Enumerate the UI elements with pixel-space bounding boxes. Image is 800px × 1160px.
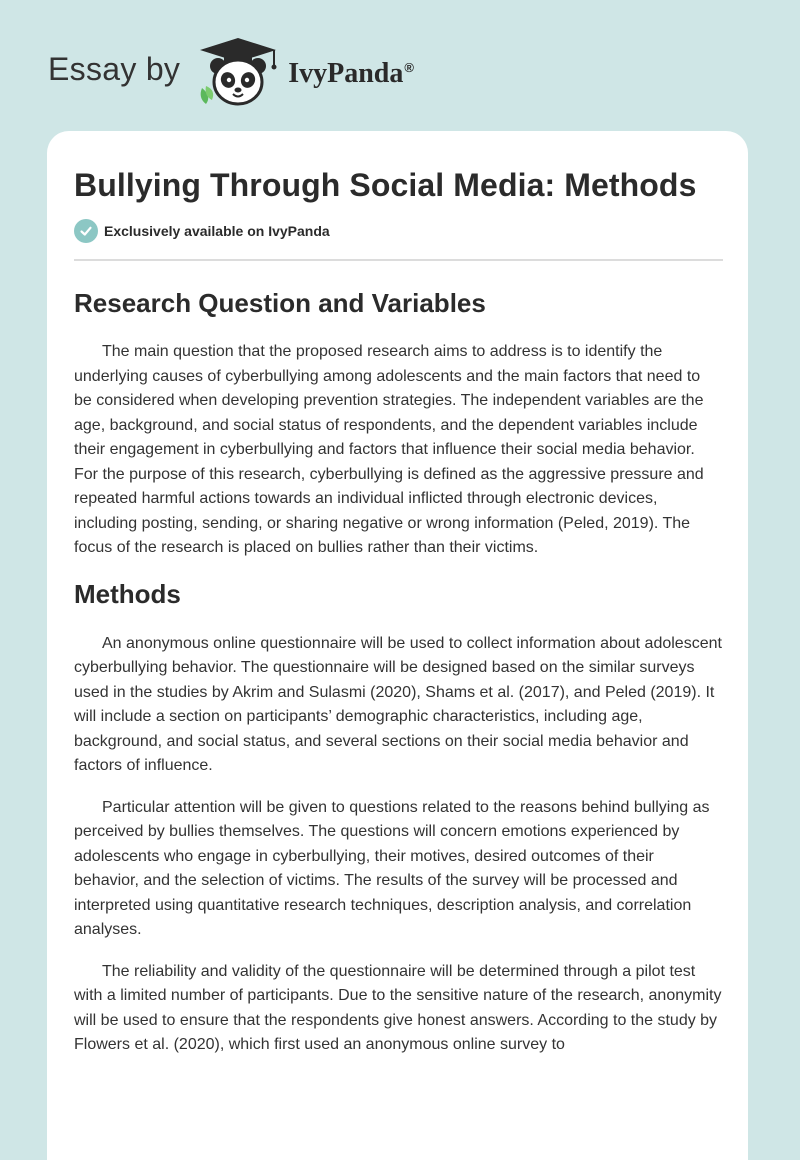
check-circle-icon bbox=[74, 219, 98, 243]
paragraph: Particular attention will be given to questions related to the reasons behind bullying as perceived by bullies themselves. The questions will concern emotions experienced by adolescents who engage in cyberbullying, their motives, desired outcomes of their behavior, and the selection of victims. The results of the survey will be processed and interpreted using quantitative research techniques, description analysis, and correlation analyses. bbox=[74, 798, 710, 938]
exclusive-label: Exclusively available on IvyPanda bbox=[104, 223, 330, 239]
section-methods bbox=[74, 576, 722, 1058]
paragraph: The main question that the proposed research aims to address is to identify the underlying causes of cyberbullying among adolescents and the main factors that need to be considered when developing prevention strategies. The independent variables are the age, background, and social status of respondents, and the dependent variables include their engagement in cyberbullying and factors that influence their social media behavior. For the purpose of this research, cyberbullying is defined as the aggressive pressure and repeated harmful actions towards an individual inflicted through electronic devices, including posting, sending, or sharing negative or wrong information (Peled, 2019). The focus of the research is placed on bullies rather than their victims. bbox=[74, 343, 704, 556]
registered-mark: ® bbox=[404, 59, 414, 75]
essay-by-label: Essay by bbox=[48, 50, 181, 87]
ivypanda-brand-name[interactable]: IvyPanda® bbox=[288, 58, 414, 89]
site-header bbox=[48, 36, 414, 108]
essay-title: Bullying Through Social Media: Methods bbox=[74, 167, 697, 203]
panda-logo-icon[interactable] bbox=[194, 36, 282, 108]
paragraph: An anonymous online questionnaire will be used to collect information about adolescent cyberbullying behavior. The questionnaire will be designed based on the similar surveys used in the studies by Akrim and Sulasmi (2020), Shams et al. (2017), and Peled (2019). It will include a section on participants’ demographic characteristics, including age, background, and social status, and several sections on their social media behavior and factors of influence. bbox=[74, 634, 722, 774]
essay-card bbox=[47, 131, 748, 1160]
title-divider bbox=[74, 259, 723, 261]
section-heading: Methods bbox=[74, 578, 181, 609]
section-research-question bbox=[74, 285, 722, 561]
exclusive-badge bbox=[74, 217, 722, 245]
paragraph: The reliability and validity of the questionnaire will be determined through a pilot test with a limited number of participants. Due to the sensitive nature of the research, anonymity will be used to ensure that the respondents give honest answers. According to the study by Flowers et al. (2020), which first used an anonymous online survey to bbox=[74, 962, 722, 1053]
section-heading: Research Question and Variables bbox=[74, 288, 486, 318]
